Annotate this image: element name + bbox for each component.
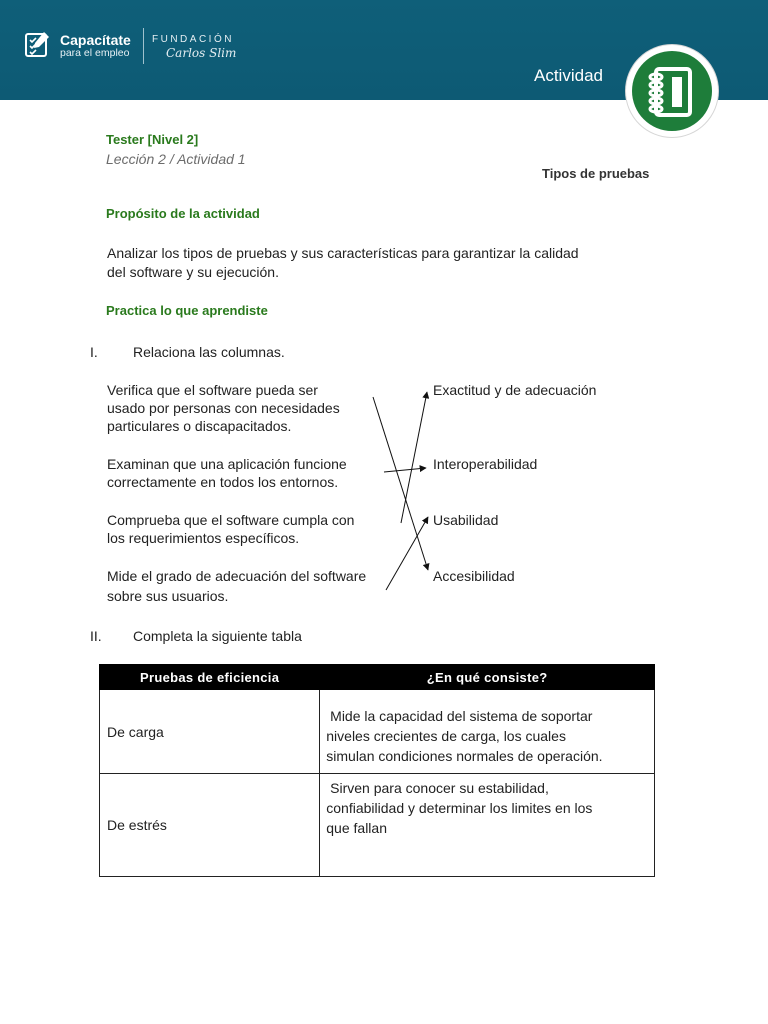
description-line: niveles crecientes de carga, los cuales — [326, 728, 566, 744]
section-1-instruction: Relaciona las columnas. — [133, 344, 285, 360]
arrow-exactitud — [401, 392, 427, 523]
purpose-line-2: del software y su ejecución. — [107, 264, 279, 280]
lesson-label: Lección 2 / Actividad 1 — [106, 151, 246, 167]
topic-label: Tipos de pruebas — [542, 166, 650, 181]
description-line: confiabilidad y determinar los limites en los — [326, 800, 593, 816]
arrow-accesibilidad — [373, 397, 428, 570]
table-header-row — [100, 665, 655, 690]
test-description-cell — [320, 774, 655, 877]
description-line: Mide la capacidad del sistema de soportar — [326, 708, 593, 724]
section-2-numeral: II. — [90, 628, 102, 644]
section-1-numeral: I. — [90, 344, 98, 360]
test-name-cell: De estrés — [100, 774, 320, 877]
purpose-heading: Propósito de la actividad — [106, 206, 260, 221]
section-2-instruction: Completa la siguiente tabla — [133, 628, 302, 644]
foundation-signature: Carlos Slim — [166, 46, 237, 60]
match-left-2-line-1: Examinan que una aplicación funcione — [107, 456, 347, 472]
match-left-2-line-2: correctamente en todos los entornos. — [107, 474, 339, 490]
table-header-tests: Pruebas de eficiencia — [100, 665, 320, 690]
match-left-3-line-1: Comprueba que el software cumpla con — [107, 512, 355, 528]
course-title: Tester [Nivel 2] — [106, 132, 199, 147]
foundation-label: FUNDACIÓN — [152, 34, 234, 45]
match-left-4-line-2: sobre sus usuarios. — [107, 588, 229, 604]
section-label: Actividad — [534, 66, 603, 85]
description-line: que fallan — [326, 820, 387, 836]
table-row — [100, 774, 655, 877]
table-header-description: ¿En qué consiste? — [320, 665, 655, 690]
efficiency-tests-table — [99, 664, 655, 877]
match-right-3: Usabilidad — [433, 512, 499, 528]
match-right-2: Interoperabilidad — [433, 456, 538, 472]
match-left-4-line-1: Mide el grado de adecuación del software — [107, 568, 367, 584]
brand-title: Capacítate — [60, 32, 131, 48]
test-name-cell: De carga — [100, 690, 320, 774]
description-line: simulan condiciones normales de operación. — [326, 748, 603, 764]
purpose-line-1: Analizar los tipos de pruebas y sus características para garantizar la calidad — [107, 245, 579, 261]
match-right-4: Accesibilidad — [433, 568, 515, 584]
match-left-3-line-2: los requerimientos específicos. — [107, 530, 300, 546]
table-row — [100, 690, 655, 774]
brand-subtitle: para el empleo — [60, 47, 130, 59]
arrow-usabilidad — [386, 517, 428, 590]
description-line: Sirven para conocer su estabilidad, — [326, 780, 549, 796]
match-left-1-line-3: particulares o discapacitados. — [107, 418, 292, 434]
match-left-1-line-2: usado por personas con necesidades — [107, 400, 340, 416]
arrow-interoperabilidad — [384, 468, 426, 472]
match-right-1: Exactitud y de adecuación — [433, 382, 597, 398]
test-description-cell — [320, 690, 655, 774]
practice-heading: Practica lo que aprendiste — [106, 303, 268, 318]
match-left-1-line-1: Verifica que el software pueda ser — [107, 382, 318, 398]
